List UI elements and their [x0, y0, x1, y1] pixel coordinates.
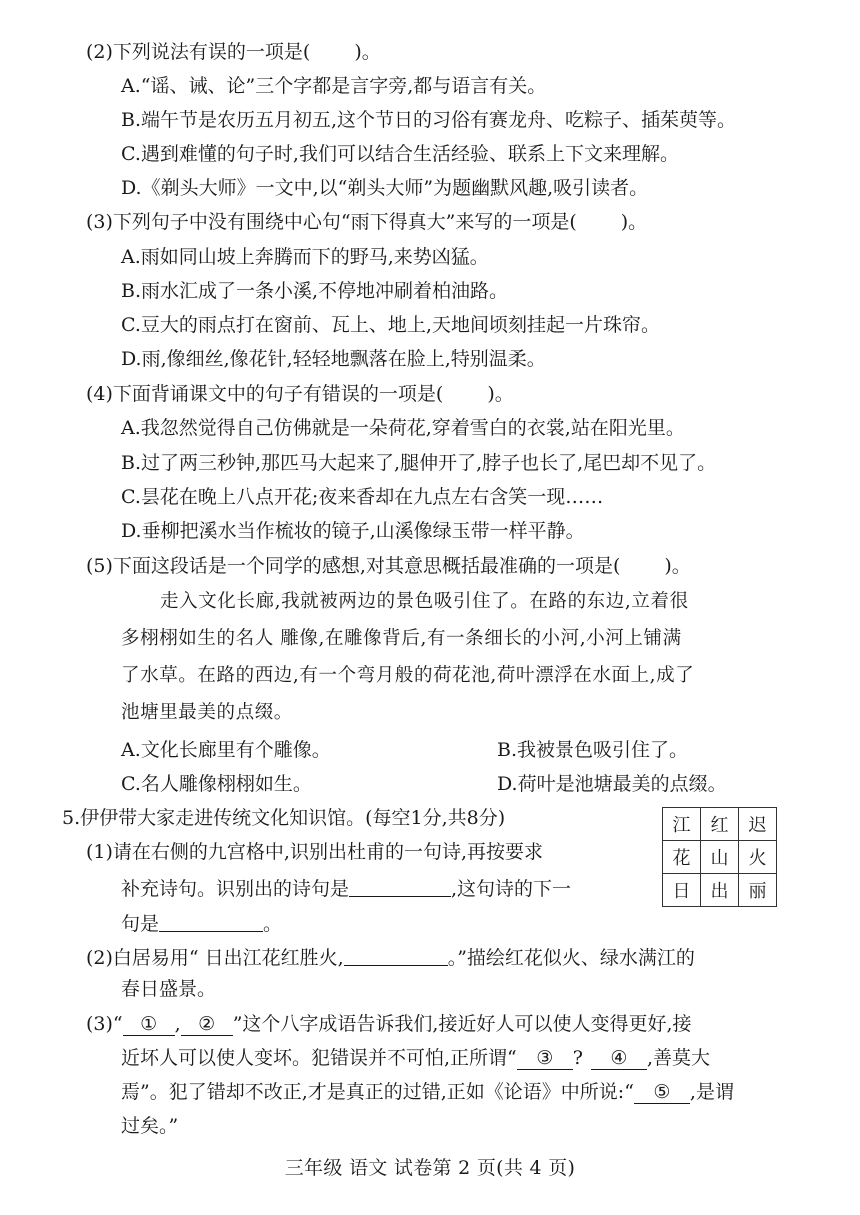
question-stem-text: (5)下面这段话是一个同学的感想,对其意思概括最准确的一项是( — [86, 555, 621, 577]
subquestion-3-line — [121, 1046, 710, 1074]
grid-cell: 火 — [739, 841, 777, 874]
option-c: C.豆大的雨点打在窗前、瓦上、地上,天地间顷刻挂起一片珠帘。 — [121, 314, 660, 336]
option-c: C.遇到难懂的句子时,我们可以结合生活经验、联系上下文来理解。 — [121, 143, 679, 165]
fill-blank[interactable] — [349, 876, 451, 897]
grid-row — [663, 808, 777, 841]
option-a: A.我忽然觉得自己仿佛就是一朵荷花,穿着雪白的衣裳,站在阳光里。 — [121, 417, 685, 439]
numbered-blank[interactable]: ④ — [591, 1047, 647, 1070]
numbered-blank[interactable]: ② — [181, 1013, 233, 1036]
passage-line: 多栩栩如生的名人 雕像,在雕像背后,有一条细长的小河,小河上铺满 — [121, 628, 682, 649]
option-a: A.雨如同山坡上奔腾而下的野马,来势凶猛。 — [121, 246, 489, 268]
question-stem-end: )。 — [487, 383, 514, 405]
passage-line: 走入文化长廊,我就被两边的景色吸引住了。在路的东边,立着很 — [160, 591, 689, 612]
question-stem-end: )。 — [354, 41, 381, 63]
question-4-stem — [86, 382, 514, 410]
option-b: B.过了两三秒钟,那匹马大起来了,腿伸开了,脖子也长了,尾巴却不见了。 — [121, 452, 717, 474]
passage-line: 池塘里最美的点缀。 — [121, 702, 293, 723]
subquestion-3-line — [86, 1012, 691, 1040]
option-d: D.荷叶是池塘最美的点缀。 — [497, 773, 727, 795]
page-footer: 三年级 语文 试卷第 2 页(共 4 页) — [284, 1157, 576, 1179]
numbered-blank[interactable]: ③ — [517, 1047, 573, 1070]
text-segment: ,这句诗的下一 — [451, 878, 572, 900]
grid-row — [663, 841, 777, 874]
subquestion-2-line: 春日盛景。 — [121, 978, 217, 1000]
option-a: A.“谣、诫、论”三个字都是言字旁,都与语言有关。 — [121, 75, 547, 97]
grid-cell: 江 — [663, 808, 701, 841]
text-segment: 补充诗句。识别出的诗句是 — [121, 878, 350, 900]
text-segment: ,善莫大 — [646, 1047, 710, 1069]
grid-cell: 丽 — [739, 874, 777, 907]
option-b: B.雨水汇成了一条小溪,不停地冲刷着柏油路。 — [121, 280, 509, 302]
subquestion-1-line — [121, 874, 571, 902]
option-d: D.雨,像细丝,像花针,轻轻地飘落在脸上,特别温柔。 — [121, 348, 546, 370]
text-segment: ”这个八字成语告诉我们,接近好人可以使人变得更好,接 — [232, 1013, 692, 1035]
grid-cell: 出 — [701, 874, 739, 907]
text-segment: 近坏人可以使人变坏。犯错误并不可怕,正所谓“ — [121, 1047, 517, 1069]
option-d: D.垂柳把溪水当作梳妆的镜子,山溪像绿玉带一样平静。 — [121, 520, 585, 542]
text-segment: 。 — [263, 913, 283, 935]
text-segment: (3)“ — [86, 1013, 123, 1035]
text-segment: 句是 — [121, 913, 160, 935]
numbered-blank[interactable]: ① — [123, 1013, 175, 1036]
grid-cell: 迟 — [739, 808, 777, 841]
text-segment: 。”描绘红花似火、绿水满江的 — [447, 947, 695, 969]
question-5-stem — [86, 554, 691, 582]
grid-cell: 日 — [663, 874, 701, 907]
question-stem-text: (3)下列句子中没有围绕中心句“雨下得真大”来写的一项是( — [86, 211, 577, 233]
option-b: B.我被景色吸引住了。 — [497, 739, 689, 761]
question-stem-end: )。 — [620, 211, 648, 233]
text-segment: , — [174, 1013, 181, 1035]
subquestion-1-line — [121, 909, 282, 937]
question-stem-text: (4)下面背诵课文中的句子有错误的一项是( — [86, 383, 444, 405]
grid-cell: 红 — [701, 808, 739, 841]
grid-cell: 花 — [663, 841, 701, 874]
nine-grid — [662, 807, 777, 907]
question-3-stem — [86, 210, 647, 238]
question-stem-text: (2)下列说法有误的一项是( — [86, 41, 311, 63]
option-d: D.《剃头大师》一文中,以“剃头大师”为题幽默风趣,吸引读者。 — [121, 177, 649, 199]
passage-line: 了水草。在路的西边,有一个弯月般的荷花池,荷叶漂浮在水面上,成了 — [121, 665, 695, 686]
subquestion-3-line: 过矣。” — [121, 1115, 179, 1137]
grid-cell: 山 — [701, 841, 739, 874]
fill-blank[interactable] — [159, 911, 263, 932]
question-stem-end: )。 — [664, 555, 691, 577]
grid-row — [663, 874, 777, 907]
option-a: A.文化长廊里有个雕像。 — [121, 739, 331, 761]
text-segment: 焉”。犯了错却不改正,才是真正的过错,正如《论语》中所说:“ — [121, 1081, 634, 1103]
question-2-stem — [86, 40, 381, 68]
fill-blank[interactable] — [344, 945, 448, 966]
option-b: B.端午节是农历五月初五,这个节日的习俗有赛龙舟、吃粽子、插茱萸等。 — [121, 109, 737, 131]
option-c: C.名人雕像栩栩如生。 — [121, 773, 312, 795]
subquestion-3-line — [121, 1080, 734, 1108]
text-segment: ,是谓 — [689, 1081, 734, 1103]
subquestion-1-line: (1)请在右侧的九宫格中,识别出杜甫的一句诗,再按要求 — [86, 841, 543, 863]
numbered-blank[interactable]: ⑤ — [634, 1081, 690, 1104]
subquestion-2-line — [86, 943, 695, 971]
option-c: C.昙花在晚上八点开花;夜来香却在九点左右含笑一现…… — [121, 486, 604, 508]
question-5-title: 5.伊伊带大家走进传统文化知识馆。(每空1分,共8分) — [62, 807, 506, 829]
text-segment: ? — [572, 1047, 583, 1069]
text-segment: (2)白居易用“ 日出江花红胜火, — [86, 947, 344, 969]
